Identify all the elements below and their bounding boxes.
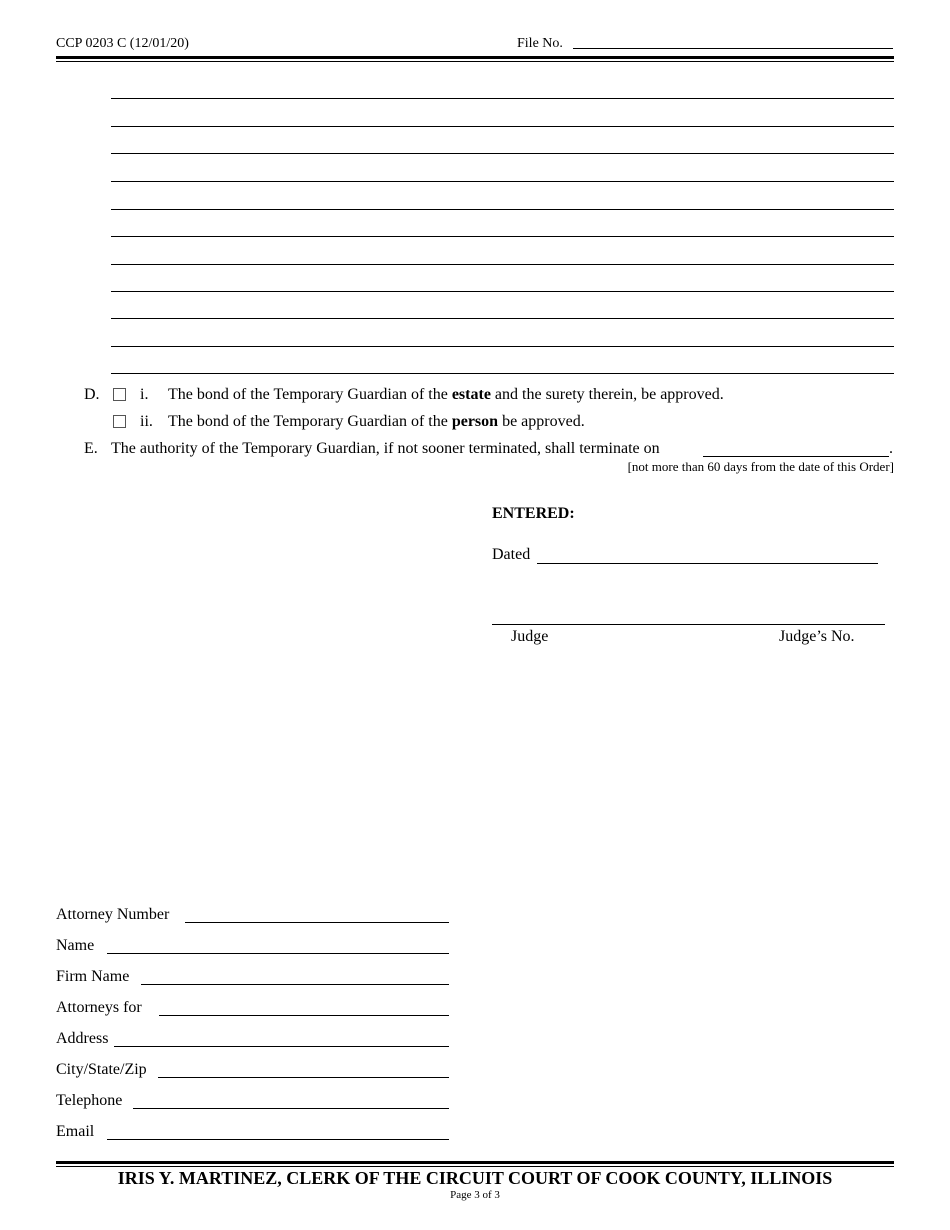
telephone-label: Telephone bbox=[56, 1092, 123, 1109]
blank-line[interactable] bbox=[111, 264, 894, 265]
address-label: Address bbox=[56, 1030, 109, 1047]
blank-line[interactable] bbox=[111, 126, 894, 127]
name-field[interactable] bbox=[107, 953, 449, 954]
judge-signature-line[interactable] bbox=[492, 624, 885, 625]
blank-line[interactable] bbox=[111, 153, 894, 154]
item-i-bold: estate bbox=[451, 386, 491, 403]
section-e-period: . bbox=[889, 440, 893, 457]
entered-heading: ENTERED: bbox=[492, 505, 575, 522]
item-i-text bbox=[168, 386, 724, 404]
blank-line[interactable] bbox=[111, 98, 894, 99]
item-ii-text-after: be approved. bbox=[502, 413, 585, 430]
dated-label: Dated bbox=[492, 546, 531, 563]
form-code: CCP 0203 C (12/01/20) bbox=[56, 36, 189, 51]
item-ii-text-before: The bond of the Temporary Guardian of the bbox=[168, 413, 448, 430]
item-i-text-before: The bond of the Temporary Guardian of the bbox=[168, 386, 448, 403]
dated-field[interactable] bbox=[537, 563, 878, 564]
file-no-field[interactable] bbox=[573, 48, 893, 49]
item-ii-numeral: ii. bbox=[140, 413, 153, 430]
blank-line[interactable] bbox=[111, 373, 894, 374]
header-rule-thin bbox=[56, 61, 894, 62]
section-e-text: The authority of the Temporary Guardian, if not sooner terminated, shall terminate on bbox=[111, 440, 660, 457]
blank-line[interactable] bbox=[111, 181, 894, 182]
blank-line[interactable] bbox=[111, 209, 894, 210]
footer-rule-thin bbox=[56, 1166, 894, 1167]
firm-name-field[interactable] bbox=[141, 984, 449, 985]
attorney-number-label: Attorney Number bbox=[56, 906, 170, 923]
section-e-letter: E. bbox=[84, 440, 98, 457]
header-rule-thick bbox=[56, 56, 894, 59]
firm-name-label: Firm Name bbox=[56, 968, 130, 985]
judge-no-label: Judge’s No. bbox=[779, 628, 855, 645]
section-e-note: [not more than 60 days from the date of this Order] bbox=[627, 459, 894, 474]
address-field[interactable] bbox=[114, 1046, 449, 1047]
email-field[interactable] bbox=[107, 1139, 449, 1140]
name-label: Name bbox=[56, 937, 95, 954]
blank-line[interactable] bbox=[111, 291, 894, 292]
blank-line[interactable] bbox=[111, 236, 894, 237]
telephone-field[interactable] bbox=[133, 1108, 449, 1109]
city-state-zip-field[interactable] bbox=[158, 1077, 449, 1078]
footer-rule-thick bbox=[56, 1161, 894, 1164]
item-ii-bold: person bbox=[451, 413, 499, 430]
blank-line[interactable] bbox=[111, 346, 894, 347]
terminate-date-field[interactable] bbox=[703, 456, 889, 457]
attorneys-for-label: Attorneys for bbox=[56, 999, 142, 1016]
item-ii-text bbox=[168, 413, 585, 431]
attorneys-for-field[interactable] bbox=[159, 1015, 449, 1016]
attorney-number-field[interactable] bbox=[185, 922, 449, 923]
item-i-numeral: i. bbox=[140, 386, 149, 403]
section-d-letter: D. bbox=[84, 386, 100, 403]
judge-label: Judge bbox=[511, 628, 549, 645]
city-state-zip-label: City/State/Zip bbox=[56, 1061, 147, 1078]
file-no-label: File No. bbox=[517, 36, 563, 51]
estate-bond-checkbox[interactable] bbox=[113, 388, 126, 401]
clerk-footer: IRIS Y. MARTINEZ, CLERK OF THE CIRCUIT COURT OF COOK COUNTY, ILLINOIS bbox=[117, 1168, 833, 1188]
person-bond-checkbox[interactable] bbox=[113, 415, 126, 428]
blank-line[interactable] bbox=[111, 318, 894, 319]
email-label: Email bbox=[56, 1123, 95, 1140]
item-i-text-after: and the surety therein, be approved. bbox=[494, 386, 724, 403]
page-number: Page 3 of 3 bbox=[450, 1189, 500, 1201]
